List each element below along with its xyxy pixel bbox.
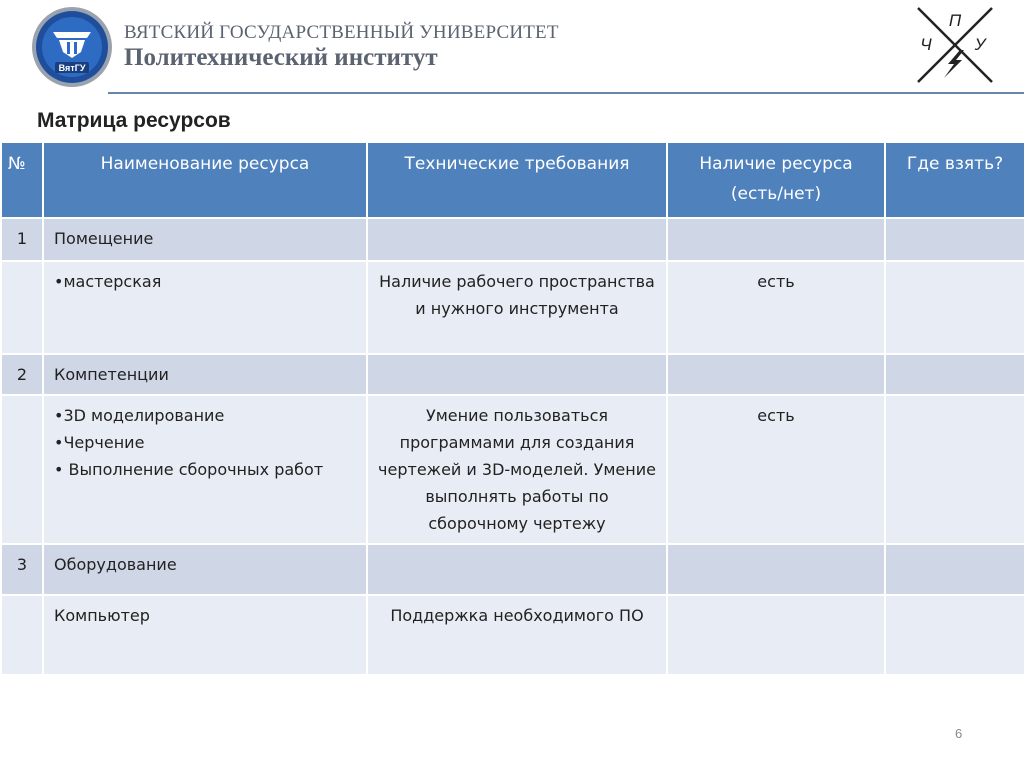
cell-resource-name: Компетенции [43,354,367,395]
cell-source [885,544,1024,595]
cell-availability [667,218,885,261]
emblem-letter-u: У [974,35,986,54]
cell-requirements: Умение пользоваться программами для создания чертежей и 3D-моделей. Умение выполнять работы по сборочному чертежу [367,395,667,544]
emblem-letter-ch: Ч [920,35,932,54]
puchu-emblem [912,6,996,84]
header-availability: Наличие ресурса (есть/нет) [667,142,885,218]
bullet-item: •Черчение [54,433,145,452]
cell-requirements: Наличие рабочего пространства и нужного инструмента [367,261,667,354]
cell-source [885,395,1024,544]
cell-requirements: Поддержка необходимого ПО [367,595,667,675]
cell-source [885,354,1024,395]
cell-source [885,595,1024,675]
header-number: № [1,142,43,218]
cell-resource-name [43,395,367,544]
header-source: Где взять? [885,142,1024,218]
cell-number: 2 [1,354,43,395]
header-requirements: Технические требования [367,142,667,218]
cell-availability [667,354,885,395]
table-row [1,544,1024,595]
cell-availability [667,544,885,595]
table-row [1,354,1024,395]
table-row [1,261,1024,354]
table-row [1,395,1024,544]
logo-text: ВятГУ [58,63,86,73]
cell-source [885,261,1024,354]
cell-requirements [367,544,667,595]
bullet-item: • Выполнение сборочных работ [54,460,324,479]
resource-matrix-table [0,141,1024,676]
cell-availability: есть [667,261,885,354]
cell-number [1,261,43,354]
cell-resource-name: Помещение [43,218,367,261]
bullet-item: •3D моделирование [54,406,225,425]
table-row [1,595,1024,675]
university-name: ВЯТСКИЙ ГОСУДАРСТВЕННЫЙ УНИВЕРСИТЕТ [124,22,559,43]
cell-number [1,595,43,675]
cell-requirements [367,218,667,261]
cell-number: 1 [1,218,43,261]
cell-availability [667,595,885,675]
cell-requirements [367,354,667,395]
emblem-letter-p: П [948,11,962,30]
cell-number: 3 [1,544,43,595]
page-number: 6 [955,726,963,741]
cell-resource-name: •мастерская [43,261,367,354]
table-header-row [1,142,1024,218]
cell-availability: есть [667,395,885,544]
header-resource-name: Наименование ресурса [43,142,367,218]
cell-number [1,395,43,544]
university-logo [31,6,113,88]
header-divider [108,92,1024,94]
slide-title: Матрица ресурсов [37,109,231,132]
institute-name: Политехнический институт [124,44,438,71]
table-row [1,218,1024,261]
cell-source [885,218,1024,261]
cell-resource-name: Компьютер [43,595,367,675]
cell-resource-name: Оборудование [43,544,367,595]
